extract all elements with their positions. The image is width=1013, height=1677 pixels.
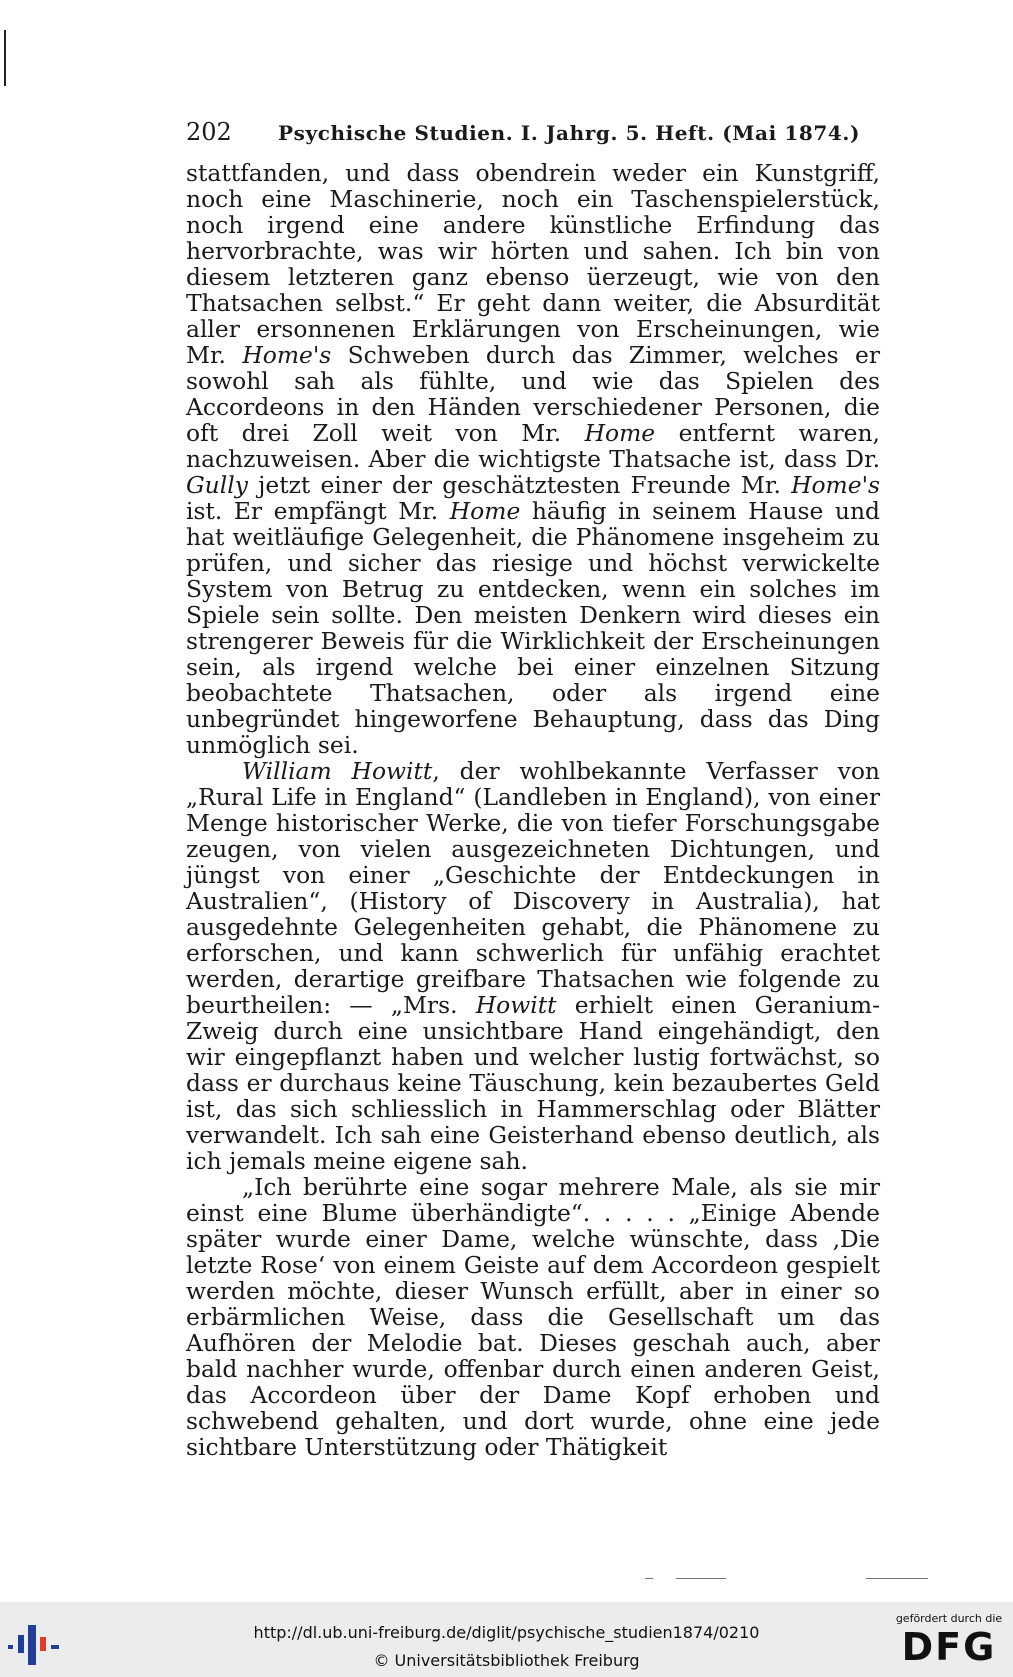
page-number: 202 <box>186 118 232 146</box>
italic-name: Gully <box>186 471 248 499</box>
text-run: jetzt einer der geschätztesten Freunde Mr. <box>247 471 792 499</box>
funding-note: gefördert durch die <box>895 1612 1003 1625</box>
italic-name: William Howitt <box>242 757 433 785</box>
italic-name: Home's <box>791 471 880 499</box>
page-header <box>186 118 880 148</box>
text-run: , der wohlbekannte Verfasser von „Rural Life in England“ (Landleben in England), von einer Menge historischer Werke, die von tiefer Forschungsgabe zeugen, von vielen ausgezeichneten Dichtungen, und jüngst von einer „Geschichte der Entdeckungen in Australien“, (History of Discovery in Australia), hat ausgedehnte Gelegenheiten gehabt, die Phänomene zu erforschen, und kann schwerlich für unfähig erachtet werden, derartige greifbare Thatsachen wie folgende zu beurtheilen: — „Mrs. <box>186 757 880 1019</box>
italic-name: Howitt <box>475 991 557 1019</box>
permalink[interactable]: http://dl.ub.uni-freiburg.de/diglit/psychische_studien1874/0210 <box>253 1623 760 1642</box>
body-text <box>186 160 880 1460</box>
italic-name: Home <box>584 419 656 447</box>
text-run: „Ich berührte eine sogar mehrere Male, als sie mir einst eine Blume überhändigte“. . . . . „Einige Abende später wurde einer Dame, welche wünschte, dass ‚Die letzte Rose‘ von einem Geiste auf dem Accordeon gespielt werden möchte, dieser Wunsch erfüllt, aber in einer so erbärmlichen Weise, dass die Gesellschaft um das Aufhören der Melodie bat. Dieses geschah auch, aber bald nachher wurde, offenbar durch einen anderen Geist, das Accordeon über der Dame Kopf erhoben und schwebend gehalten, und dort wurde, ohne eine jede sichtbare Unterstützung oder Thätigkeit <box>186 1173 880 1461</box>
italic-name: Home <box>449 497 521 525</box>
copyright-notice: © Universitätsbibliothek Freiburg <box>373 1651 640 1670</box>
running-head: Psychische Studien. I. Jahrg. 5. Heft. (Mai 1874.) <box>278 121 861 145</box>
italic-name: Home's <box>242 341 332 369</box>
dfg-funding-logo <box>893 1610 1005 1672</box>
text-run: ist. Er empfängt Mr. <box>186 497 450 525</box>
text-run: entfernt waren, nachzuweisen. Aber die wichtigste Thatsache ist, dass Dr. <box>186 419 880 473</box>
text-run: stattfanden, und dass obendrein weder ein Kunstgriff, noch eine Maschinerie, noch ein Taschenspielerstück, noch irgend eine andere künstliche Erfindung das hervorbrachte, was wir hörten und sahen. Ich bin von diesem letzteren ganz ebenso üerzeugt, wie von den Thatsachen selbst.“ Er geht dann weiter, die Absurdität aller ersonnenen Erklärungen von Erscheinungen, wie Mr. <box>186 159 880 369</box>
page-edge-rule <box>4 30 6 86</box>
paragraph <box>186 160 880 758</box>
text-run: Schweben durch das Zimmer, welches er sowohl sah als fühlte, und wie das Spielen des Accordeons in den Händen verschiedener Personen, die oft drei Zoll weit von Mr. <box>186 341 880 447</box>
text-run: häufig in seinem Hause und hat weitläufige Gelegenheit, die Phänomene insgeheim zu prüfen, und sicher das riesige und höchst verwickelte System von Betrug zu entdecken, wenn ein solches im Spiele sein sollte. Den meisten Denkern wird dieses ein strengerer Beweis für die Wirklichkeit der Erscheinungen sein, als irgend welche bei einer einzelnen Sitzung beobachtete Thatsachen, oder als irgend eine unbegründet hingeworfene Behauptung, dass das Ding unmöglich sei. <box>186 497 880 759</box>
dfg-wordmark: DFG <box>901 1625 997 1669</box>
text-run: erhielt einen Geranium-Zweig durch eine unsichtbare Hand eingehändigt, den wir eingepflanzt haben und welcher lustig fortwächst, so dass er durchaus keine Täuschung, kein bezaubertes Geld ist, das sich schliesslich in Hammerschlag oder Blätter verwandelt. Ich sah eine Geisterhand ebenso deutlich, als ich jemals meine eigene sah. <box>186 991 880 1175</box>
paragraph <box>186 758 880 1174</box>
scan-mark <box>645 1578 653 1579</box>
scan-mark <box>676 1578 726 1579</box>
scan-mark <box>866 1578 928 1579</box>
paragraph <box>186 1174 880 1460</box>
